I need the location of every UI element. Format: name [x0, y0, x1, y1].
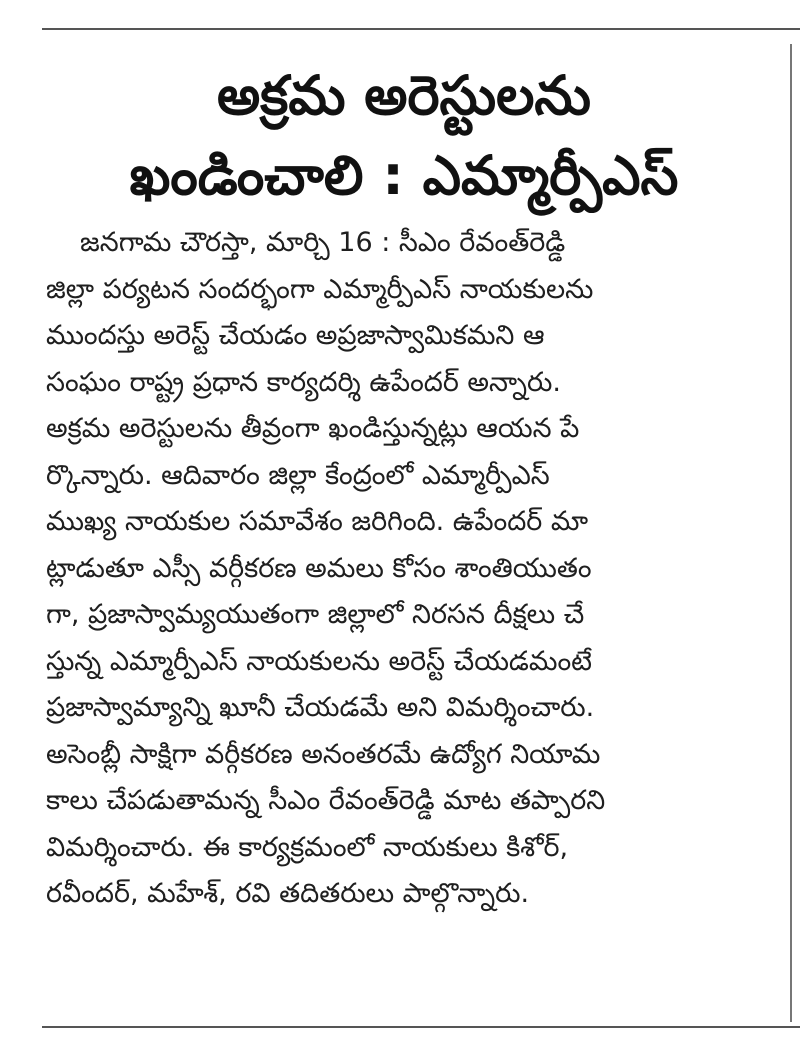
- body-line: స్తున్న ఎమ్మార్పీఎస్ నాయకులను అరెస్ట్ చేయడమంటే: [46, 645, 593, 677]
- body-line: అసెంబ్లీ సాక్షిగా వర్గీకరణ అనంతరమే ఉద్యోగ నియామ: [46, 738, 601, 770]
- news-article: [46, 56, 762, 918]
- body-line: జిల్లా పర్యటన సందర్భంగా ఎమ్మార్పీఎస్ నాయకులను: [46, 273, 594, 305]
- body-line: ట్లాడుతూ ఎస్సీ వర్గీకరణ అమలు కోసం శాంతియుతం: [46, 552, 592, 584]
- body-line: గా, ప్రజాస్వామ్యయుతంగా జిల్లాలో నిరసన దీక్షలు చే: [46, 599, 585, 630]
- body-line: విమర్శించారు. ఈ కార్యక్రమంలో నాయకులు కిశోర్,: [46, 831, 569, 863]
- article-headline: [46, 56, 762, 216]
- body-line: ప్రజాస్వామ్యాన్ని ఖూనీ చేయడమే అని విమర్శించారు.: [46, 692, 595, 723]
- body-line: ముఖ్య నాయకుల సమావేశం జరిగింది. ఉపేందర్ మా: [46, 506, 589, 537]
- headline-line-2: ఖండించాలి : ఎమ్మార్పీఎస్: [129, 144, 679, 207]
- headline-line-1: అక్రమ అరెస్టులను: [216, 64, 591, 127]
- top-divider: [42, 28, 800, 30]
- body-line: ర్కొన్నారు. ఆదివారం జిల్లా కేంద్రంలో ఎమ్మార్పీఎస్: [46, 459, 550, 491]
- bottom-divider: [42, 1026, 800, 1028]
- body-line: అక్రమ అరెస్టులను తీవ్రంగా ఖండిస్తున్నట్లు ఆయన పే: [46, 413, 580, 444]
- body-line: రవీందర్, మహేశ్, రవి తదితరులు పాల్గొన్నారు.: [46, 878, 530, 909]
- column-divider: [790, 44, 792, 1022]
- body-line: సంఘం రాష్ట్ర ప్రధాన కార్యదర్శి ఉపేందర్ అన్నారు.: [46, 366, 561, 398]
- body-line: కాలు చేపడుతామన్న సీఎం రేవంత్‌రెడ్డి మాట తప్పారని: [46, 785, 606, 816]
- body-line: ముందస్తు అరెస్ట్ చేయడం అప్రజాస్వామికమని ఆ: [46, 320, 545, 351]
- article-body: [46, 220, 762, 918]
- body-line: జనగామ చౌరస్తా, మార్చి 16 : సీఎం రేవంత్‌రెడ్డి: [80, 227, 566, 258]
